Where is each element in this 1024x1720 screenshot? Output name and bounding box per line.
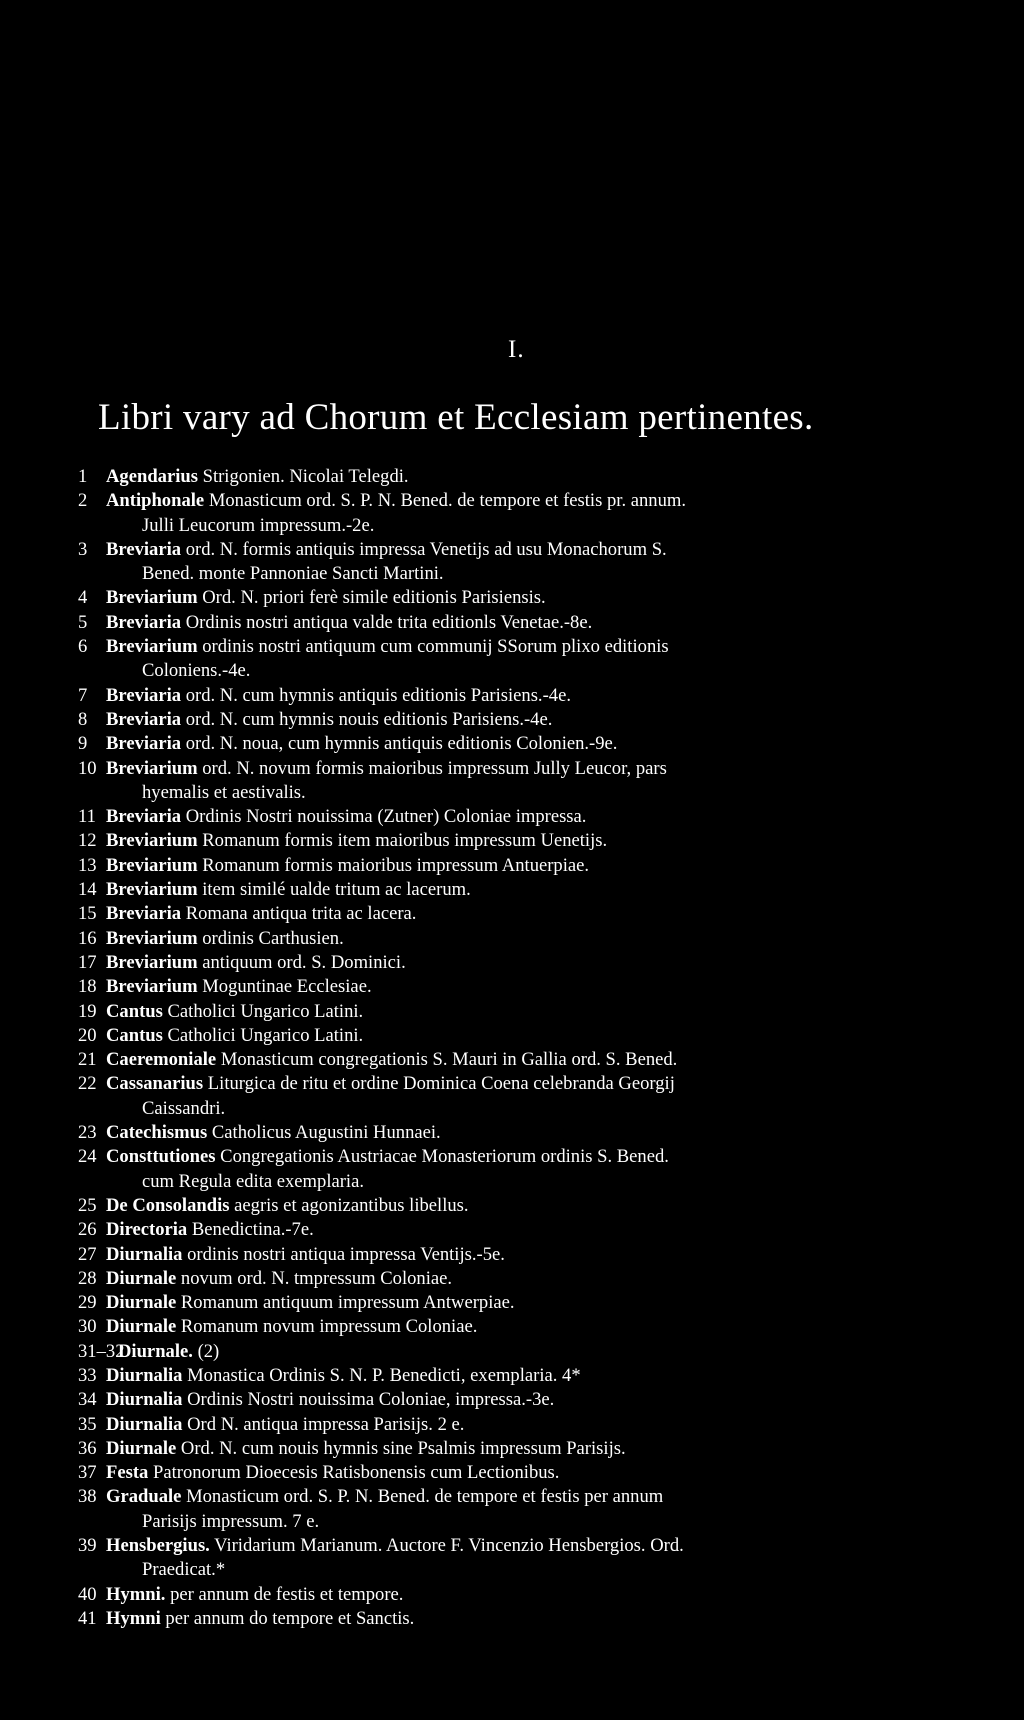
entry-text: Benedictina.-7e. bbox=[191, 1219, 314, 1241]
entry-headword: Diurnale bbox=[106, 1292, 177, 1314]
list-item bbox=[78, 1194, 978, 1218]
list-item bbox=[78, 1485, 978, 1534]
section-heading: Libri vary ad Chorum et Ecclesiam pertinentes. bbox=[98, 397, 814, 438]
list-item bbox=[78, 1024, 978, 1048]
entry-text: ordinis nostri antiquum cum communij SSorum plixo editionis bbox=[202, 636, 669, 658]
entry-text: ord. N. formis antiquis impressa Venetijs ad usu Monachorum S. bbox=[185, 538, 667, 560]
list-item bbox=[78, 951, 978, 975]
entry-number: 7 bbox=[78, 684, 88, 706]
entry-text: Monasticum ord. S. P. N. Bened. de tempore et festis pr. annum. bbox=[208, 490, 687, 512]
list-item bbox=[78, 1583, 978, 1607]
entry-number: 15 bbox=[78, 903, 97, 925]
entry-text: Moguntinae Ecclesiae. bbox=[202, 976, 372, 998]
entry-headword: Hymni bbox=[106, 1607, 161, 1629]
list-item bbox=[78, 1437, 978, 1461]
list-item bbox=[78, 757, 978, 806]
entry-headword: Diurnalia bbox=[106, 1413, 183, 1435]
entry-number: 13 bbox=[78, 854, 97, 876]
list-item bbox=[78, 1145, 978, 1194]
entry-text: Patronorum Dioecesis Ratisbonensis cum Lectionibus. bbox=[153, 1462, 560, 1484]
list-item bbox=[78, 1243, 978, 1267]
list-item bbox=[78, 1267, 978, 1291]
list-item bbox=[78, 1048, 978, 1072]
entry-number: 40 bbox=[78, 1583, 97, 1605]
entry-text: Romanum formis item maioribus impressum Uenetijs. bbox=[202, 830, 608, 852]
entry-text: Ordinis Nostri nouissima (Zutner) Coloniae impressa. bbox=[185, 806, 587, 828]
entry-text: Romana antiqua trita ac lacera. bbox=[185, 903, 417, 925]
entry-number: 8 bbox=[78, 708, 88, 730]
list-item bbox=[78, 1000, 978, 1024]
entry-text: Monastica Ordinis S. N. P. Benedicti, exemplaria. 4* bbox=[187, 1364, 581, 1386]
list-item bbox=[78, 1364, 978, 1388]
entry-number: 24 bbox=[78, 1146, 97, 1168]
entry-number: 6 bbox=[78, 636, 88, 658]
entry-headword: Breviarium bbox=[106, 830, 198, 852]
entry-text: Viridarium Marianum. Auctore F. Vincenzio Hensbergios. Ord. bbox=[214, 1535, 684, 1557]
entry-text: item similé ualde tritum ac lacerum. bbox=[202, 879, 471, 901]
entry-number: 23 bbox=[78, 1122, 97, 1144]
entry-text: Catholici Ungarico Latini. bbox=[167, 1000, 364, 1022]
entry-number: 31–32 bbox=[78, 1340, 125, 1362]
list-item bbox=[78, 1388, 978, 1412]
entry-number: 37 bbox=[78, 1462, 97, 1484]
entry-text: Ordinis Nostri nouissima Coloniae, impressa.-3e. bbox=[187, 1389, 555, 1411]
entry-headword: Breviaria bbox=[106, 733, 182, 755]
entry-headword: Breviaria bbox=[106, 611, 182, 633]
entry-continuation: Praedicat.* bbox=[142, 1559, 226, 1581]
entry-headword: Diurnale bbox=[106, 1437, 177, 1459]
list-item bbox=[78, 1413, 978, 1437]
entry-number: 38 bbox=[78, 1486, 97, 1508]
list-item bbox=[78, 732, 978, 756]
entry-number: 25 bbox=[78, 1194, 97, 1216]
entry-text: ord. N. cum hymnis antiquis editionis Parisiens.-4e. bbox=[185, 684, 571, 706]
entry-number: 14 bbox=[78, 879, 97, 901]
entry-continuation: hyemalis et aestivalis. bbox=[142, 781, 306, 803]
entry-number: 39 bbox=[78, 1535, 97, 1557]
list-item bbox=[78, 611, 978, 635]
entry-headword: Breviaria bbox=[106, 708, 182, 730]
list-item bbox=[78, 1218, 978, 1242]
entry-text: Romanum antiquum impressum Antwerpiae. bbox=[180, 1292, 515, 1314]
list-item bbox=[78, 1461, 978, 1485]
entry-headword: Catechismus bbox=[106, 1122, 208, 1144]
list-item bbox=[78, 635, 978, 684]
entry-headword: Agendarius bbox=[106, 466, 198, 487]
list-item bbox=[78, 489, 978, 538]
entry-number: 18 bbox=[78, 976, 97, 998]
list-item bbox=[78, 1072, 978, 1121]
entry-headword: Diurnalia bbox=[106, 1243, 183, 1265]
entry-headword: Breviarium bbox=[106, 951, 198, 973]
entry-number: 19 bbox=[78, 1000, 97, 1022]
list-item bbox=[78, 805, 978, 829]
entry-number: 17 bbox=[78, 951, 97, 973]
entry-headword: Cassanarius bbox=[106, 1073, 204, 1095]
entry-headword: Breviarium bbox=[106, 976, 198, 998]
entry-number: 1 bbox=[78, 466, 88, 487]
entry-text: Ordinis nostri antiqua valde trita editionls Venetae.-8e. bbox=[185, 611, 593, 633]
entry-text: ord. N. noua, cum hymnis antiquis editionis Colonien.-9e. bbox=[185, 733, 618, 755]
entry-text: antiquum ord. S. Dominici. bbox=[202, 951, 406, 973]
entry-number: 4 bbox=[78, 587, 88, 609]
list-item bbox=[78, 1534, 978, 1583]
entry-continuation: Bened. monte Pannoniae Sancti Martini. bbox=[142, 563, 444, 585]
entry-number: 29 bbox=[78, 1292, 97, 1314]
entry-number: 12 bbox=[78, 830, 97, 852]
entry-text: Congregationis Austriacae Monasteriorum ordinis S. Bened. bbox=[220, 1146, 669, 1168]
list-item bbox=[78, 586, 978, 610]
entry-text: ord. N. novum formis maioribus impressum Jully Leucor, pars bbox=[202, 757, 667, 779]
entry-continuation: cum Regula edita exemplaria. bbox=[142, 1170, 364, 1192]
entry-list bbox=[78, 465, 978, 1631]
entry-headword: Diurnalia bbox=[106, 1364, 183, 1386]
entry-number: 41 bbox=[78, 1607, 97, 1629]
entry-text: Liturgica de ritu et ordine Dominica Coena celebranda Georgij bbox=[207, 1073, 675, 1095]
entry-continuation: Julli Leucorum impressum.-2e. bbox=[142, 514, 375, 536]
entry-headword: Diurnale bbox=[106, 1267, 177, 1289]
entry-headword: Graduale bbox=[106, 1486, 182, 1508]
entry-number: 34 bbox=[78, 1389, 97, 1411]
entry-text: aegris et agonizantibus libellus. bbox=[234, 1194, 469, 1216]
entry-number: 5 bbox=[78, 611, 88, 633]
entry-text: (2) bbox=[197, 1340, 220, 1362]
entry-headword: Hymni. bbox=[106, 1583, 166, 1605]
list-item bbox=[78, 854, 978, 878]
entry-text: Ord. N. priori ferè simile editionis Parisiensis. bbox=[202, 587, 546, 609]
entry-number: 9 bbox=[78, 733, 88, 755]
list-item bbox=[78, 1121, 978, 1145]
entry-number: 36 bbox=[78, 1437, 97, 1459]
entry-continuation: Parisijs impressum. 7 e. bbox=[142, 1510, 320, 1532]
entry-headword: Breviarium bbox=[106, 636, 198, 658]
entry-headword: Festa bbox=[106, 1462, 149, 1484]
entry-text: Catholicus Augustini Hunnaei. bbox=[211, 1122, 441, 1144]
list-item bbox=[78, 902, 978, 926]
entry-text: ordinis Carthusien. bbox=[202, 927, 344, 949]
entry-headword: Antiphonale bbox=[106, 490, 205, 512]
entry-text: Ord N. antiqua impressa Parisijs. 2 e. bbox=[187, 1413, 465, 1435]
entry-text: Catholici Ungarico Latini. bbox=[167, 1024, 364, 1046]
list-item bbox=[78, 878, 978, 902]
entry-text: per annum de festis et tempore. bbox=[170, 1583, 404, 1605]
list-item bbox=[78, 1315, 978, 1339]
entry-headword: Breviaria bbox=[106, 684, 182, 706]
entry-number: 33 bbox=[78, 1364, 97, 1386]
entry-number: 28 bbox=[78, 1267, 97, 1289]
entry-headword: Breviarium bbox=[106, 927, 198, 949]
list-item bbox=[78, 1291, 978, 1315]
entry-headword: Diurnale. bbox=[118, 1340, 193, 1362]
entry-headword: Breviarium bbox=[106, 587, 198, 609]
entry-text: per annum do tempore et Sanctis. bbox=[165, 1607, 415, 1629]
list-item bbox=[78, 975, 978, 999]
entry-number: 26 bbox=[78, 1219, 97, 1241]
entry-text: Romanum formis maioribus impressum Antuerpiae. bbox=[202, 854, 590, 876]
entry-headword: De Consolandis bbox=[106, 1194, 230, 1216]
entry-number: 3 bbox=[78, 538, 88, 560]
entry-number: 20 bbox=[78, 1024, 97, 1046]
entry-number: 10 bbox=[78, 757, 97, 779]
entry-headword: Cantus bbox=[106, 1024, 163, 1046]
entry-text: Romanum novum impressum Coloniae. bbox=[180, 1316, 478, 1338]
entry-continuation: Coloniens.-4e. bbox=[142, 660, 251, 682]
entry-number: 11 bbox=[78, 806, 96, 828]
entry-headword: Breviarium bbox=[106, 854, 198, 876]
entry-headword: Consttutiones bbox=[106, 1146, 216, 1168]
section-number: I. bbox=[508, 336, 525, 363]
entry-text: Strigonien. Nicolai Telegdi. bbox=[202, 466, 409, 487]
entry-headword: Breviaria bbox=[106, 538, 182, 560]
entry-headword: Directoria bbox=[106, 1219, 188, 1241]
entry-text: Monasticum congregationis S. Mauri in Gallia ord. S. Bened. bbox=[220, 1049, 678, 1071]
list-item bbox=[78, 465, 978, 489]
entry-headword: Breviarium bbox=[106, 879, 198, 901]
entry-text: Ord. N. cum nouis hymnis sine Psalmis impressum Parisijs. bbox=[180, 1437, 626, 1459]
entry-number: 27 bbox=[78, 1243, 97, 1265]
entry-number: 35 bbox=[78, 1413, 97, 1435]
entry-headword: Breviaria bbox=[106, 806, 182, 828]
entry-headword: Breviarium bbox=[106, 757, 198, 779]
entry-headword: Hensbergius. bbox=[106, 1535, 210, 1557]
entry-text: ord. N. cum hymnis nouis editionis Parisiens.-4e. bbox=[185, 708, 553, 730]
entry-headword: Breviaria bbox=[106, 903, 182, 925]
entry-number: 21 bbox=[78, 1049, 97, 1071]
list-item bbox=[78, 927, 978, 951]
entry-text: novum ord. N. tmpressum Coloniae. bbox=[180, 1267, 453, 1289]
list-item bbox=[78, 684, 978, 708]
entry-number: 16 bbox=[78, 927, 97, 949]
list-item bbox=[78, 829, 978, 853]
list-item bbox=[78, 1340, 978, 1364]
entry-number: 30 bbox=[78, 1316, 97, 1338]
entry-headword: Cantus bbox=[106, 1000, 163, 1022]
entry-headword: Diurnalia bbox=[106, 1389, 183, 1411]
entry-number: 2 bbox=[78, 490, 88, 512]
entry-headword: Diurnale bbox=[106, 1316, 177, 1338]
list-item bbox=[78, 1607, 978, 1631]
entry-text: ordinis nostri antiqua impressa Ventijs.-5e. bbox=[187, 1243, 505, 1265]
list-item bbox=[78, 538, 978, 587]
entry-text: Monasticum ord. S. P. N. Bened. de tempore et festis per annum bbox=[186, 1486, 664, 1508]
list-item bbox=[78, 708, 978, 732]
entry-headword: Caeremoniale bbox=[106, 1049, 217, 1071]
entry-continuation: Caissandri. bbox=[142, 1097, 226, 1119]
entry-number: 22 bbox=[78, 1073, 97, 1095]
